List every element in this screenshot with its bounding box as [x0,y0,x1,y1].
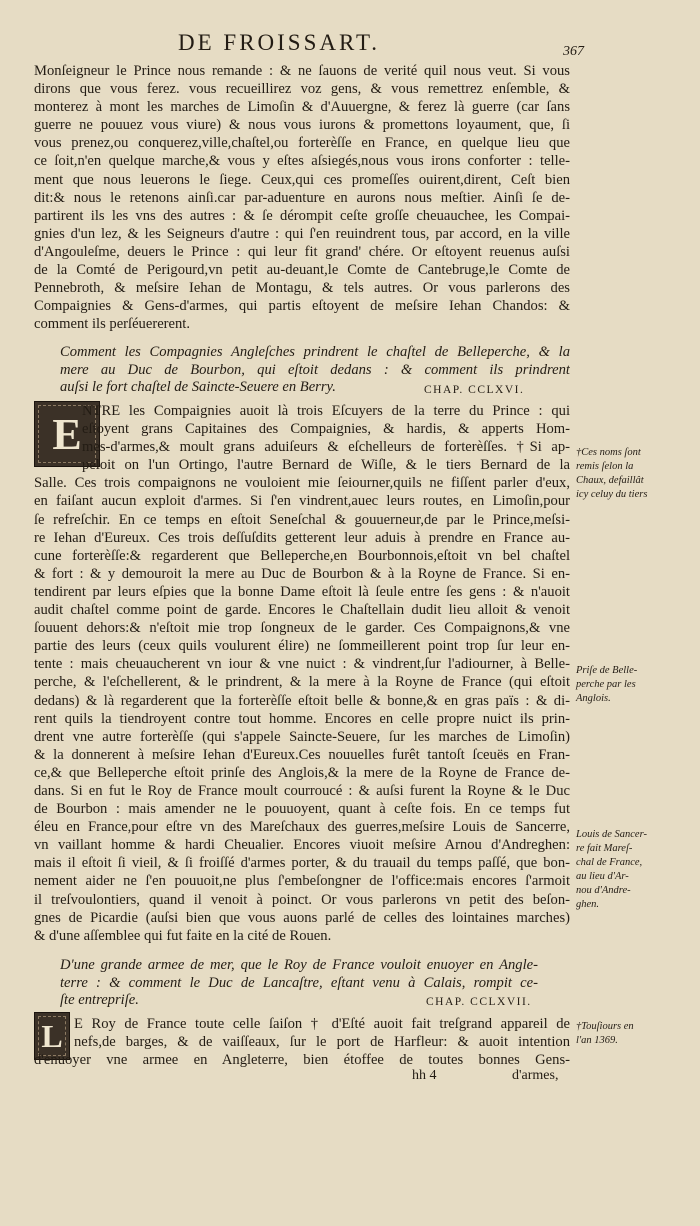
text-line: perche, & l'eſchellerent, & le prindrent, & la mere à la Royne de France (qui eſtoit [34,674,570,691]
text-line: dirons que vous ferez. vous recueillirez voz gens, & vous remettrez enſemble, & [34,81,570,98]
text-line: ſouuent dehors:& n'eſtoit mie trop ſongneux de le garder. Ces Compaignons,& vne [34,620,570,637]
text-line: tendirent par leurs eſpies que la bonne Dame eſtoit là ſeule entre ſes gens : & n'auoit [34,583,570,600]
text-line: ce,& que Belleperche eſtoit prinſe des Anglois,& la mere de la Royne de France de- [34,764,570,781]
margin-note: Louis de Sancer- re fait Mareſ- chal de France, au lieu d'Ar- nou d'Andre- ghen. [576,829,647,910]
text-line: eſtoyent grans Capitaines des Compaignies, & hardis, & apperts Hom- [82,421,570,438]
text-line: rent quils la tiendroyent contre tout homme. Encores en celle propre nuict ils prin- [34,710,570,727]
running-title: DE FROISSART. [178,30,381,55]
text-line: Monſeigneur le Prince nous remande : & ne ſauons de verité quil nous veut. Si vous [34,63,570,79]
text-line: tente : mais cheuaucherent vn iour & vne nuict : & vindrent,ſur l'adiourner, à Belle- [34,656,570,673]
text-line: partirent ils les vns des autres : & ſe dérompit ceſte groſſe cheuauchee, les Compai- [34,207,570,224]
signature-mark: hh 4 [412,1068,437,1083]
paragraph-continuation [34,62,570,333]
heading-line: D'une grande armee de mer, que le Roy de France vouloit enuoyer en Angle- [60,957,538,973]
text-line: partie des leurs (ceux quils voulurent élire) ne ſommeillerent point trop ſur leur en- [34,638,570,655]
text-line: cune forterèſſe:& regarderent que Belleperche,en Bourbonnois,eſtoit vn bel chaſtel [34,547,570,564]
text-line: de la Comté de Perigourd,vn petit au-deuant,le Comte de Cantebruge,le Comte de [34,262,570,279]
text-line: Pennebroth, & meſsire Iehan de Montagu, & tels autres. Or vous parlerons des [34,280,570,297]
text-line: ment que nous leuerons le ſiege. Ceux,qui ces promeſſes ouirent,dirent, Ceſt bien [34,171,570,188]
text-line: vn vaillant homme & hardi Cheualier. Encores viuoit meſsire Arnou d'Andreghen: [34,837,570,854]
text-line: nement aider ne ſ'en pouuoit,ne plus ſ'embeſongner de l'office:mais encores ſ'armoit [34,873,570,890]
heading-line: Comment les Compagnies Angleſches prindrent le chaſtel de Belleperche, & la [60,344,570,360]
chapter-text [34,402,570,945]
text-line: dit:& nous le retenons ainſi.car par-aduenture en aurons nous meſtier. Ainſi ſe de- [34,189,570,206]
text-line: gnies d'un lez, & les Seigneurs d'autre : qui ſ'en reuindrent tous, par accord, en la ville [34,225,570,242]
text-line: guerre ne pouuez vous viure) & nous vous iurons & promettons loyaument, que, ſi [34,117,570,134]
text-line: dans. Si en fut le Roy de France moult courroucé : & auſsi furent la Royne & le Duc [34,782,570,799]
decorated-initial: E [34,401,100,467]
text-line: d'Angouleſme, deuers le Prince : qui leur fit grand' chére. Or eſtoyent reuenus auſsi [34,243,570,260]
page-number: 367 [563,44,584,59]
text-line: ſe refreſchir. En ce temps en eſtoit Seneſchal & gouuerneur,de par le Prince,meſsi- [34,511,570,528]
text-line: de Bourbon : mais amender ne le pouuoyent, quant à ceſte fois. En ce temps fut [34,801,570,818]
text-line: éleu en France,pour eſtre vn des Mareſchaux des guerres,meſsire Louis de Sancerre, [34,819,570,836]
text-line: mais il eſtoit ſi vieil, & ſi froiſſé d'armes porter, & du trauail du temps paſſé, que bon- [34,855,570,872]
decorated-initial: L [34,1012,70,1060]
text-line: Salle. Ces trois compaignons ne vouloient mie ſeiourner,quils ne fiſſent parler d'eux, [34,475,570,492]
text-line: comment ils perſéuererent. [34,316,191,333]
catchword: d'armes, [512,1068,559,1083]
text-line: & d'une aſſemblee qui fut faite en la cité de Rouen. [34,927,332,944]
text-line: dedans) & là regarderent que la forterèſſe eſtoit belle & bonne,& en gras païs : & di- [34,692,570,709]
margin-note: Priſe de Belle- perche par les Anglois. [576,665,638,704]
text-line: nefs,de barges, & de vaiſſeaux, ſur le port de Harfleur: & auoit intention [74,1034,570,1051]
text-line: monterez à mont les marches de Limoſin & d'Auuergne, & ferez là guerre (car ſans [34,99,570,116]
chapter-text [34,1015,570,1069]
text-line: audit chaſtel comme point de garde. Encores le Chaſtellain dudit lieu alloit & venoit [34,602,570,619]
text-line: drent vne autre forterèſſe (qui s'appele Saincte-Seuere, ſur les marches de Limoſin) [34,728,570,745]
text-line: Compaignies & Gens-d'armes, qui partis eſtoyent de meſsire Iehan Chandos: & [34,298,570,315]
heading-line: terre : & comment le Duc de Lancaſtre, eſtant venu à Calais, rompit ce- [60,974,538,991]
running-head [0,30,700,58]
margin-note: †Ces noms ſont remis ſelon la Chaux, defaillât icy celuy du tiers [576,447,648,500]
chapter-number: CHAP. CCLXVII. [426,996,532,1008]
chapter-number: CHAP. CCLXVI. [424,384,525,396]
text-line: gnes de Picardie (auſsi bien que vous auons parlé de celles des lointaines marches) [34,909,570,926]
text-line: & fort : & y demouroit la mere au Duc de Bourbon & à la Royne de France. Si en- [34,565,570,582]
margin-note: †Touſiours en l'an 1369. [576,1021,634,1046]
text-line: mes-d'armes,& moult grans aduiſeurs & eſchelleurs de forterèſſes. †Si ap- [82,439,570,456]
text-line: en faiſant aucun exploit d'armes. Si ſ'en vindrent,auec leurs routes, en Limoſin,pour [34,493,570,510]
heading-line: auſsi le fort chaſtel de Saincte-Seuere en Berry. [60,379,336,395]
heading-line: mere au Duc de Bourbon, qui eſtoit dedans : & comment ils prindrent [60,361,570,378]
text-line: peloit on l'un Ortingo, l'autre Bernard de Wiſle, & le tiers Bernard de la [82,457,570,474]
text-line: E Roy de France toute celle ſaiſon † d'Eſté auoit fait treſgrand appareil de [74,1016,570,1032]
text-line: NTRE les Compaignies auoit là trois Eſcuyers de la terre du Prince : qui [82,403,570,419]
text-line: ce ſoit,n'en quelque marche,& vous y eſtes aſsiegés,nous vous irons conforter : telle- [34,153,570,170]
heading-line: ſte entrepriſe. [60,992,139,1008]
text-line: il treſvoulontiers, quand il venoit à poinct. Or vous parlerons vn petit des beſon- [34,891,570,908]
text-line: vous prenez,ou conquerez,ville,chaſtel,ou forterèſſe en France, en quelque lieu que [34,135,570,152]
text-line: d'enuoyer vne armee en Angleterre, bien étoffee de toutes bonnes Gens- [34,1052,570,1069]
text-line: & la donnerent à meſsire Iehan d'Eureux.Ces nouuelles furêt tantoſt ſceuës en Fran- [34,746,570,763]
text-line: re Iehan d'Eureux. Ces trois deſſuſdits getterent leur aduis à prendre en France au- [34,529,570,546]
